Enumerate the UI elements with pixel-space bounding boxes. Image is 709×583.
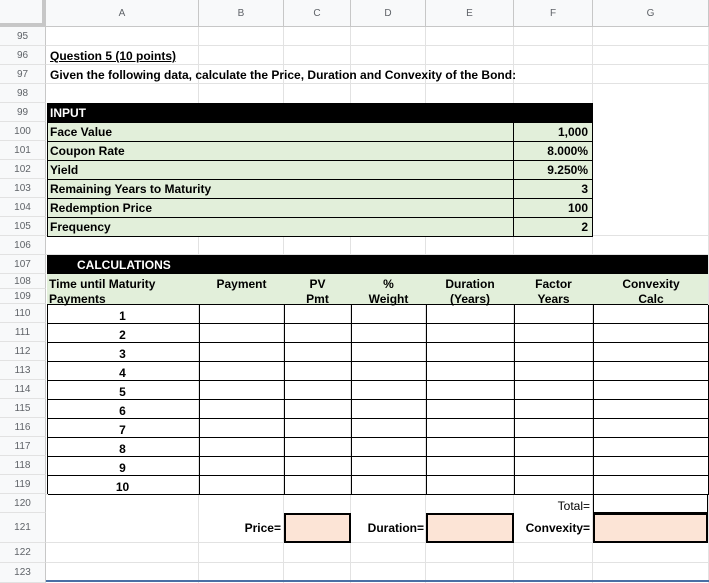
- column-header-c[interactable]: C: [284, 0, 351, 27]
- select-all-corner[interactable]: [0, 0, 46, 27]
- row-header[interactable]: 123: [0, 563, 46, 583]
- header-line-1: Time until Maturity: [49, 277, 156, 291]
- calculations-header: CALCULATIONS: [47, 255, 708, 274]
- calc-cell[interactable]: [515, 419, 594, 438]
- factor-years-header: [514, 277, 593, 307]
- calc-cell[interactable]: [427, 457, 515, 476]
- redemption-price-input[interactable]: 100: [513, 198, 593, 218]
- calc-cell[interactable]: [352, 362, 427, 381]
- yield-label: Yield: [50, 163, 79, 177]
- header-line-1: Factor: [535, 277, 572, 291]
- calc-cell[interactable]: [515, 324, 594, 343]
- calc-cell[interactable]: [352, 324, 427, 343]
- payment-header: [199, 277, 284, 292]
- calc-cell[interactable]: [285, 381, 352, 400]
- calc-cell[interactable]: [200, 381, 285, 400]
- years-to-maturity-input[interactable]: 3: [513, 179, 593, 199]
- period-number: 8: [119, 442, 126, 456]
- calc-cell[interactable]: [515, 476, 594, 495]
- calc-cell[interactable]: [594, 438, 709, 457]
- years-to-maturity-label: Remaining Years to Maturity: [50, 182, 212, 196]
- calc-cell[interactable]: [352, 400, 427, 419]
- calc-cell[interactable]: [427, 362, 515, 381]
- row-header[interactable]: 111: [0, 323, 46, 342]
- price-label: Price=: [244, 521, 281, 535]
- calc-cell[interactable]: [352, 305, 427, 324]
- total-label: Total=: [557, 499, 590, 513]
- calc-cell[interactable]: [352, 419, 427, 438]
- period-number: 5: [119, 385, 126, 399]
- row-header[interactable]: 105: [0, 217, 46, 236]
- calc-cell[interactable]: [285, 305, 352, 324]
- calc-cell[interactable]: [285, 457, 352, 476]
- calc-cell[interactable]: [594, 419, 709, 438]
- calc-cell[interactable]: [200, 476, 285, 495]
- calc-cell[interactable]: [285, 343, 352, 362]
- calc-cell[interactable]: [352, 343, 427, 362]
- calc-cell[interactable]: [200, 362, 285, 381]
- row-header[interactable]: 108: [0, 274, 46, 289]
- row-header[interactable]: 114: [0, 380, 46, 399]
- calc-cell[interactable]: [352, 438, 427, 457]
- column-header-a[interactable]: A: [46, 0, 199, 27]
- calc-cell[interactable]: [285, 324, 352, 343]
- calc-cell[interactable]: [285, 476, 352, 495]
- period-number: 7: [119, 423, 126, 437]
- question-title: Question 5 (10 points): [50, 49, 177, 63]
- question-prompt: Given the following data, calculate the Price, Duration and Convexity of the Bond:: [50, 68, 517, 82]
- calc-cell[interactable]: [594, 476, 709, 495]
- input-label-cell[interactable]: [47, 160, 514, 180]
- calc-cell[interactable]: [200, 419, 285, 438]
- header-line-1: PV: [309, 277, 326, 291]
- column-header-d[interactable]: D: [351, 0, 426, 27]
- row-header[interactable]: 96: [0, 46, 46, 65]
- time-until-maturity-header: [49, 277, 155, 307]
- header-line-1: %: [383, 277, 394, 291]
- calc-cell[interactable]: [200, 305, 285, 324]
- header-line-2: (Years): [449, 292, 491, 306]
- calc-cell[interactable]: [427, 305, 515, 324]
- input-header: INPUT: [47, 103, 593, 122]
- row-header[interactable]: 118: [0, 456, 46, 475]
- calc-cell[interactable]: [285, 400, 352, 419]
- calc-cell[interactable]: [285, 438, 352, 457]
- calc-cell[interactable]: [515, 457, 594, 476]
- frequency-input[interactable]: 2: [513, 217, 593, 237]
- input-label-cell[interactable]: [47, 217, 514, 237]
- calc-cell[interactable]: [427, 381, 515, 400]
- row-header[interactable]: 99: [0, 103, 46, 122]
- calc-cell[interactable]: [594, 457, 709, 476]
- calc-cell[interactable]: [515, 381, 594, 400]
- calc-cell[interactable]: [427, 324, 515, 343]
- price-output-cell[interactable]: [284, 513, 351, 543]
- row-header[interactable]: 113: [0, 361, 46, 380]
- duration-label: Duration=: [367, 521, 424, 535]
- convexity-calc-header: [593, 277, 709, 307]
- row-header[interactable]: 104: [0, 198, 46, 217]
- period-number: 6: [119, 404, 126, 418]
- face-value-input[interactable]: 1,000: [513, 122, 593, 142]
- row-header[interactable]: 100: [0, 122, 46, 141]
- gridline: [46, 45, 709, 46]
- row-header[interactable]: 107: [0, 255, 46, 274]
- period-number: 4: [119, 366, 126, 380]
- header-line-2: Weight: [368, 292, 409, 306]
- coupon-rate-input[interactable]: 8.000%: [513, 141, 593, 161]
- header-line-1: Payment: [216, 277, 267, 291]
- calc-cell[interactable]: [200, 324, 285, 343]
- calc-cell[interactable]: [200, 343, 285, 362]
- duration-years-header: [426, 277, 514, 307]
- period-number: 1: [119, 309, 126, 323]
- row-header[interactable]: 112: [0, 342, 46, 361]
- duration-output-cell[interactable]: [426, 513, 514, 543]
- calc-cell[interactable]: [515, 438, 594, 457]
- face-value-label: Face Value: [50, 125, 113, 139]
- calc-cell[interactable]: [515, 400, 594, 419]
- calc-cell[interactable]: [200, 400, 285, 419]
- calc-cell[interactable]: [594, 305, 709, 324]
- calc-cell[interactable]: [594, 400, 709, 419]
- weight-header: [351, 277, 426, 307]
- header-line-2: Years: [537, 292, 570, 306]
- row-header[interactable]: 95: [0, 27, 46, 46]
- header-line-2: Calc: [638, 292, 664, 306]
- row-header[interactable]: 101: [0, 141, 46, 160]
- calc-cell[interactable]: [515, 305, 594, 324]
- row-header[interactable]: 121: [0, 513, 46, 543]
- total-cell[interactable]: [593, 494, 708, 513]
- row-header[interactable]: 119: [0, 475, 46, 494]
- calc-cell[interactable]: [200, 438, 285, 457]
- row-header[interactable]: 98: [0, 84, 46, 103]
- header-line-2: Payments: [49, 292, 106, 306]
- period-number: 3: [119, 347, 126, 361]
- period-number: 2: [119, 328, 126, 342]
- row-header[interactable]: 120: [0, 494, 46, 513]
- coupon-rate-label: Coupon Rate: [50, 144, 125, 158]
- header-line-1: Duration: [445, 277, 495, 291]
- calc-cell[interactable]: [352, 476, 427, 495]
- calc-cell[interactable]: [594, 362, 709, 381]
- calc-cell[interactable]: [427, 438, 515, 457]
- redemption-price-label: Redemption Price: [50, 201, 153, 215]
- calc-cell[interactable]: [594, 381, 709, 400]
- calc-cell[interactable]: [515, 343, 594, 362]
- row-header[interactable]: 115: [0, 399, 46, 418]
- column-header-b[interactable]: B: [199, 0, 284, 27]
- calc-cell[interactable]: [515, 362, 594, 381]
- calc-cell[interactable]: [285, 362, 352, 381]
- calc-cell[interactable]: [594, 343, 709, 362]
- convexity-output-cell[interactable]: [593, 513, 708, 543]
- row-header[interactable]: 102: [0, 160, 46, 179]
- column-header-g[interactable]: G: [593, 0, 709, 27]
- pv-pmt-header: [284, 277, 351, 307]
- row-header[interactable]: 97: [0, 65, 46, 84]
- calc-cell[interactable]: [285, 419, 352, 438]
- frequency-label: Frequency: [50, 220, 111, 234]
- row-header[interactable]: 110: [0, 304, 46, 323]
- calc-cell[interactable]: [352, 381, 427, 400]
- calc-cell[interactable]: [427, 343, 515, 362]
- calc-cell[interactable]: [352, 457, 427, 476]
- input-label-cell[interactable]: [47, 122, 514, 142]
- row-header[interactable]: 122: [0, 543, 46, 563]
- row-header[interactable]: 103: [0, 179, 46, 198]
- header-line-1: Convexity: [622, 277, 680, 291]
- column-header-f[interactable]: F: [514, 0, 593, 27]
- row-header[interactable]: 106: [0, 236, 46, 255]
- gridline: [46, 83, 709, 84]
- row-header[interactable]: 116: [0, 418, 46, 437]
- gridline: [46, 64, 709, 65]
- period-number: 9: [119, 461, 126, 475]
- calc-cell[interactable]: [200, 457, 285, 476]
- row-header[interactable]: 117: [0, 437, 46, 456]
- convexity-label: Convexity=: [525, 521, 590, 535]
- calc-cell[interactable]: [427, 476, 515, 495]
- calc-cell[interactable]: [594, 324, 709, 343]
- header-line-2: Pmt: [306, 292, 329, 306]
- period-number: 10: [115, 480, 130, 494]
- gridline: [46, 562, 709, 563]
- calc-cell[interactable]: [427, 400, 515, 419]
- column-header-e[interactable]: E: [426, 0, 514, 27]
- yield-input[interactable]: 9.250%: [513, 160, 593, 180]
- scroll-edge: [46, 580, 709, 582]
- calc-cell[interactable]: [427, 419, 515, 438]
- row-header[interactable]: 109: [0, 289, 46, 304]
